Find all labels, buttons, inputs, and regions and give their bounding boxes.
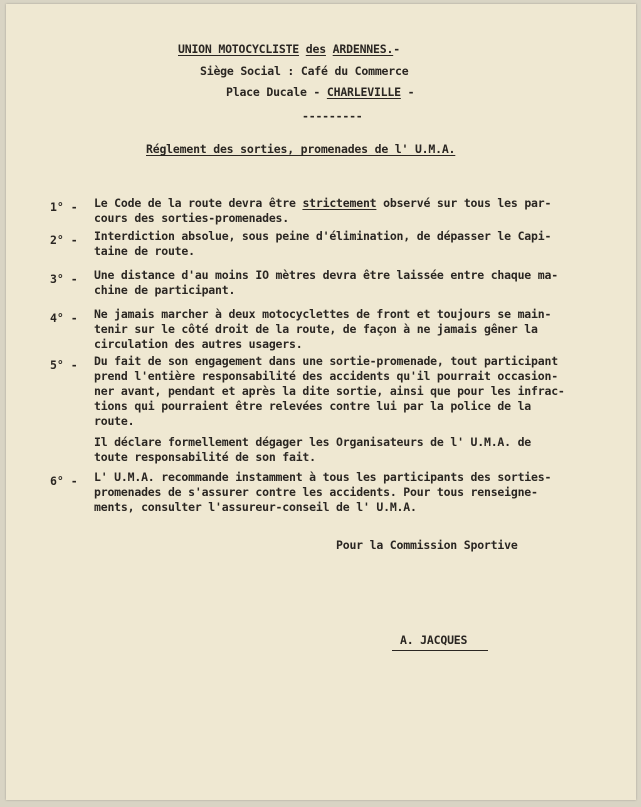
- org-name-region: ARDENNES.: [332, 42, 394, 56]
- signature-underline: [392, 650, 488, 651]
- rule-text: L' U.M.A. recommande instamment à tous les participants des sorties-: [94, 470, 552, 484]
- document-page: [6, 4, 636, 800]
- rule-text: Du fait de son engagement dans une sortie-promenade, tout participant: [94, 354, 558, 368]
- rule-text-line: [94, 211, 289, 225]
- rule-number: 3° -: [50, 272, 78, 286]
- rule-text: chine de participant.: [94, 283, 236, 297]
- rule-text: route.: [94, 414, 135, 428]
- address-city: CHARLEVILLE: [326, 85, 401, 99]
- signature-name: A. JACQUES: [400, 633, 468, 647]
- rule-number: 6° -: [50, 474, 78, 488]
- rule-text: prend l'entière responsabilité des accidents qu'il pourrait occasion-: [94, 369, 558, 383]
- rule-text: taine de route.: [94, 244, 195, 258]
- rule-text: ments, consulter l'assureur-conseil de l' U.M.A.: [94, 500, 417, 514]
- rule-text-line: [94, 414, 134, 428]
- rule-text: cours des sorties-promenades.: [94, 211, 289, 225]
- rule-number: 4° -: [50, 311, 78, 325]
- rule-text: observé sur tous les par-: [376, 196, 552, 210]
- rule-text-line: [94, 283, 235, 297]
- rule-text-line: [94, 369, 558, 383]
- rule-text: Ne jamais marcher à deux motocyclettes de front et toujours se main-: [94, 307, 552, 321]
- org-name: UNION MOTOCYCLISTE: [178, 42, 300, 56]
- rule-number: 1° -: [50, 200, 78, 214]
- emphasized-word: strictement: [302, 196, 377, 210]
- rule-text: Il déclare formellement dégager les Organisateurs de l' U.M.A. de: [94, 435, 532, 449]
- rule-text: tions qui pourraient être relevées contre lui par la police de la: [94, 399, 532, 413]
- document-title: Réglement des sorties, promenades de l' U.M.A.: [146, 142, 456, 156]
- rule-text: ner avant, pendant et après la dite sortie, ainsi que pour les infrac-: [94, 384, 565, 398]
- rule-text-line: [94, 500, 417, 514]
- org-name-dash: -: [393, 42, 400, 56]
- rule-text-line: [94, 196, 551, 210]
- address-place: Place Ducale -: [226, 85, 321, 99]
- rule-text-line: [94, 354, 558, 368]
- rule-text: circulation des autres usagers.: [94, 337, 303, 351]
- rule-text: Le Code de la route devra être: [94, 196, 303, 210]
- closing-line: Pour la Commission Sportive: [336, 538, 518, 552]
- rule-text-line: [94, 322, 538, 336]
- header-separator: ---------: [302, 109, 363, 123]
- rule-text-line: [94, 337, 302, 351]
- rule-text: toute responsabilité de son fait.: [94, 450, 316, 464]
- rule-text: tenir sur le côté droit de la route, de façon à ne jamais gêner la: [94, 322, 538, 336]
- rule-text-line: [94, 450, 316, 464]
- org-name-des: des: [305, 42, 326, 56]
- org-name-line: [178, 42, 400, 56]
- rule-text-line: [94, 268, 558, 282]
- rule-text: Interdiction absolue, sous peine d'élimination, de dépasser le Capi-: [94, 229, 552, 243]
- rule-text-line: [94, 435, 531, 449]
- rule-number: 2° -: [50, 233, 78, 247]
- head-office-line: Siège Social : Café du Commerce: [200, 64, 409, 78]
- rule-text-line: [94, 485, 538, 499]
- rule-text-line: [94, 244, 195, 258]
- address-dash: -: [407, 85, 415, 99]
- rule-text-line: [94, 307, 551, 321]
- rule-text-line: [94, 229, 551, 243]
- address-line: [226, 85, 414, 99]
- rule-number: 5° -: [50, 358, 78, 372]
- rule-text-line: [94, 399, 531, 413]
- rule-text-line: [94, 470, 551, 484]
- rule-text-line: [94, 384, 565, 398]
- rule-text: Une distance d'au moins IO mètres devra être laissée entre chaque ma-: [94, 268, 558, 282]
- rule-text: promenades de s'assurer contre les accidents. Pour tous renseigne-: [94, 485, 538, 499]
